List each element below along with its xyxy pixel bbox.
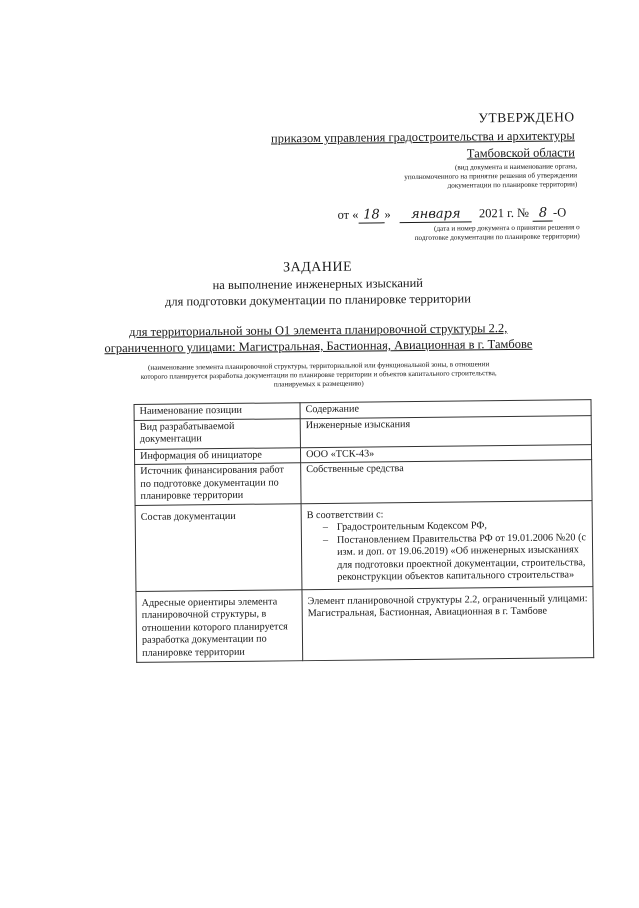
document-title: ЗАДАНИЕ — [282, 259, 353, 276]
row-value-address: Элемент планировочной структуры 2.2, ограниченный улицами: Магистральная, Бастионная, Авиационная в г. Тамбове — [302, 586, 594, 661]
date-month-handwritten: января — [400, 206, 472, 223]
list-item: – Градостроительным Кодексом РФ, — [337, 519, 587, 534]
zone-description-line-1: для территориальной зоны О1 элемента планировочной структуры 2.2, — [129, 321, 508, 339]
approving-authority: приказом управления градостроительства и архитектуры — [270, 128, 575, 146]
authority-caption-line: документации по планировке территории) — [447, 180, 578, 190]
assignment-table — [134, 399, 595, 663]
authority-caption-line: уполномоченного на принятие решения об утверждении — [404, 171, 578, 182]
decree-date-line — [337, 205, 566, 223]
zone-caption — [0, 359, 638, 393]
approving-region: Тамбовской области — [466, 145, 575, 161]
zone-caption-line: планируемых к размещению) — [273, 379, 364, 389]
row-label-initiator: Информация об инициаторе — [134, 447, 300, 464]
date-caption — [0, 223, 580, 247]
table-row — [135, 500, 593, 591]
approved-stamp-heading: УТВЕРЖДЕНО — [478, 109, 575, 126]
date-caption-line: (дата и номер документа о принятии решения о — [433, 223, 580, 233]
date-day-handwritten: 18 — [358, 207, 384, 223]
composition-list — [307, 519, 588, 584]
composition-intro: В соответствии с: — [306, 508, 384, 521]
table-row — [136, 586, 594, 662]
decree-number-handwritten: 8 — [533, 206, 553, 222]
document-subtitle-line-1: на выполнение инженерных изысканий — [212, 275, 424, 293]
zone-caption-line: которого планируется разработка документации по планировке территории и объектов капитального строительства, — [140, 369, 497, 381]
row-label-documentation-type: Вид разрабатываемой документации — [134, 418, 300, 449]
table-header-value: Содержание — [300, 400, 591, 419]
date-caption-line: подготовке документации по планировке территории) — [414, 232, 580, 242]
row-value-composition — [301, 500, 593, 589]
row-label-composition: Состав документации — [135, 503, 302, 591]
row-value-documentation-type: Инженерные изыскания — [300, 415, 591, 447]
list-item: – Постановлением Правительства РФ от 19.01.2006 №20 (с изм. и доп. от 19.06.2019) «Об инженерных изысканиях для подготовки проектной документации, строительства, реконструкции объектов капитального строительства» — [337, 532, 588, 585]
document-subtitle-line-2: для подготовки документации по планировке территории — [164, 291, 471, 309]
table-header-label: Наименование позиции — [134, 403, 300, 420]
date-separator: » — [384, 207, 391, 222]
row-value-initiator: ООО «ТСК-43» — [300, 444, 591, 463]
row-value-funding-source: Собственные средства — [301, 460, 592, 504]
authority-caption — [0, 162, 577, 195]
row-label-address: Адресные ориентиры элемента планировочной структуры, в отношении которого планируется разработка документации по планировке территории — [136, 589, 303, 662]
authority-caption-line: (вид документа и наименование органа, — [454, 162, 578, 172]
row-label-funding-source: Источник финансирования работ по подготовке документации по планировке территории — [135, 463, 301, 505]
table-row — [135, 460, 592, 505]
zone-description-line-2: ограниченного улицами: Магистральная, Бастионная, Авиационная в г. Тамбове — [104, 336, 533, 356]
date-prefix: от « — [337, 207, 359, 222]
zone-caption-line: (наименование элемента планировочной структуры, территориальной или функциональной зоны, в отношении — [147, 360, 490, 372]
decree-number-suffix: -О — [552, 205, 567, 220]
date-year: 2021 г. № — [478, 205, 530, 221]
